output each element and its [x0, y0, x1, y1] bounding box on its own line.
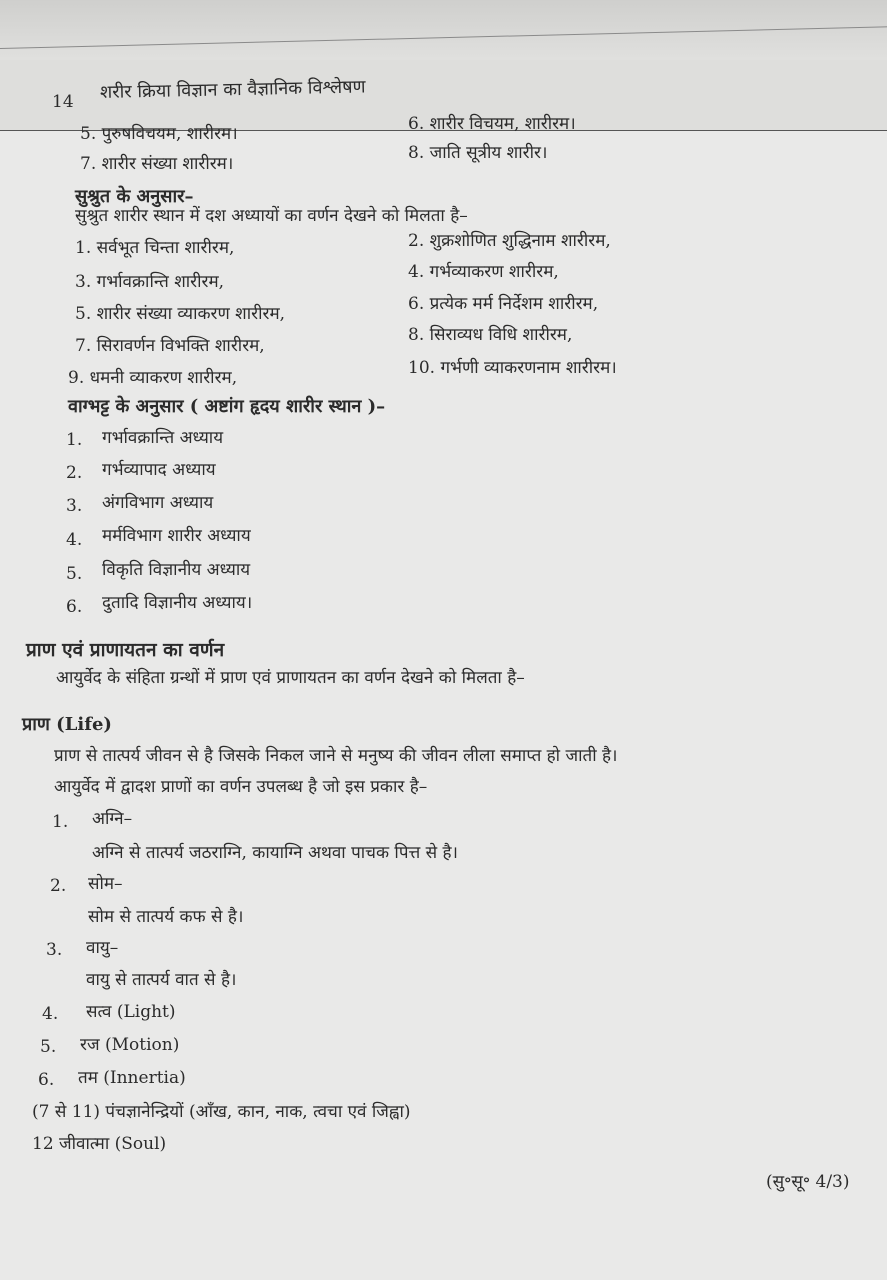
list-item: 7. सिरावर्णन विभक्ति शारीरम,: [75, 336, 265, 356]
list-item: गर्भावक्रान्ति अध्याय: [102, 428, 224, 448]
list-item: 1. सर्वभूत चिन्ता शारीरम,: [75, 238, 235, 258]
list-item-number: 4.: [42, 1004, 59, 1024]
list-item-title: वायु–: [86, 938, 119, 958]
list-item: विकृति विज्ञानीय अध्याय: [102, 560, 251, 580]
list-item-number: 6.: [66, 597, 83, 617]
list-item-title: सोम–: [88, 874, 123, 894]
list-item: मर्मविभाग शारीर अध्याय: [102, 526, 251, 546]
list-item: 8. सिराव्यध विधि शारीरम,: [408, 325, 573, 345]
list-item-number: 1.: [66, 430, 83, 450]
list-item: गर्भव्यापाद अध्याय: [102, 460, 216, 480]
reference-citation: (सु॰सू॰ 4/3): [766, 1172, 850, 1192]
section-intro: आयुर्वेद के संहिता ग्रन्थों में प्राण एवं प्राणायतन का वर्णन देखने को मिलता है–: [56, 668, 525, 688]
list-item: 3. गर्भावक्रान्ति शारीरम,: [75, 272, 225, 292]
list-item: 8. जाति सूत्रीय शारीर।: [408, 143, 548, 163]
list-item: 6. शारीर विचयम, शारीरम।: [408, 114, 576, 134]
list-item: 6. प्रत्येक मर्म निर्देशम शारीरम,: [408, 294, 599, 314]
list-item: तम (Innertia): [78, 1068, 186, 1088]
list-item: अंगविभाग अध्याय: [102, 493, 214, 513]
list-item-number: 3.: [46, 940, 63, 960]
paragraph-line: प्राण से तात्पर्य जीवन से है जिसके निकल जाने से मनुष्य की जीवन लीला समाप्त हो जाती है।: [54, 746, 618, 766]
list-item: 12 जीवात्मा (Soul): [32, 1134, 167, 1154]
list-item-number: 2.: [66, 463, 83, 483]
list-item-number: 5.: [66, 564, 83, 584]
list-item-desc: अग्नि से तात्पर्य जठराग्नि, कायाग्नि अथवा पाचक पित्त से है।: [92, 843, 459, 863]
list-item: 2. शुक्रशोणित शुद्धिनाम शारीरम,: [408, 231, 611, 251]
list-item: 5. पुरुषविचयम, शारीरम।: [80, 124, 238, 144]
section-heading-vagbhatta: वाग्भट्ट के अनुसार ( अष्टांग हृदय शारीर स्थान )–: [68, 396, 386, 417]
list-item: रज (Motion): [80, 1035, 180, 1055]
list-item-number: 3.: [66, 496, 83, 516]
list-item: (7 से 11) पंचज्ञानेन्द्रियों (आँख, कान, नाक, त्वचा एवं जिह्वा): [32, 1102, 411, 1122]
list-item: 5. शारीर संख्या व्याकरण शारीरम,: [75, 304, 286, 324]
running-title: शरीर क्रिया विज्ञान का वैज्ञानिक विश्लेषण: [99, 76, 366, 103]
list-item-number: 4.: [66, 530, 83, 550]
list-item-number: 1.: [52, 812, 69, 832]
list-item-number: 2.: [50, 876, 67, 896]
list-item-number: 6.: [38, 1070, 55, 1090]
list-item: 9. धमनी व्याकरण शारीरम,: [68, 368, 238, 388]
list-item: 7. शारीर संख्या शारीरम।: [80, 154, 234, 174]
page-number: 14: [52, 92, 74, 112]
list-item: 4. गर्भव्याकरण शारीरम,: [408, 262, 559, 282]
list-item: 10. गर्भणी व्याकरणनाम शारीरम।: [408, 358, 617, 378]
section-heading-sushruta: सुश्रुत के अनुसार–: [75, 186, 194, 207]
list-item-desc: वायु से तात्पर्य वात से है।: [86, 970, 237, 990]
list-item-desc: सोम से तात्पर्य कफ से है।: [88, 907, 244, 927]
paragraph-line: आयुर्वेद में द्वादश प्राणों का वर्णन उपलब्ध है जो इस प्रकार है–: [54, 777, 428, 797]
list-item-title: अग्नि–: [92, 809, 133, 829]
list-item: सत्व (Light): [86, 1002, 176, 1022]
list-item-number: 5.: [40, 1037, 57, 1057]
section-intro: सुश्रुत शारीर स्थान में दश अध्यायों का वर्णन देखने को मिलता है–: [75, 206, 468, 226]
section-heading-prana-pranayatana: प्राण एवं प्राणायतन का वर्णन: [26, 639, 225, 661]
section-heading-prana-life: प्राण (Life): [22, 714, 112, 735]
list-item: दुतादि विज्ञानीय अध्याय।: [102, 593, 253, 613]
